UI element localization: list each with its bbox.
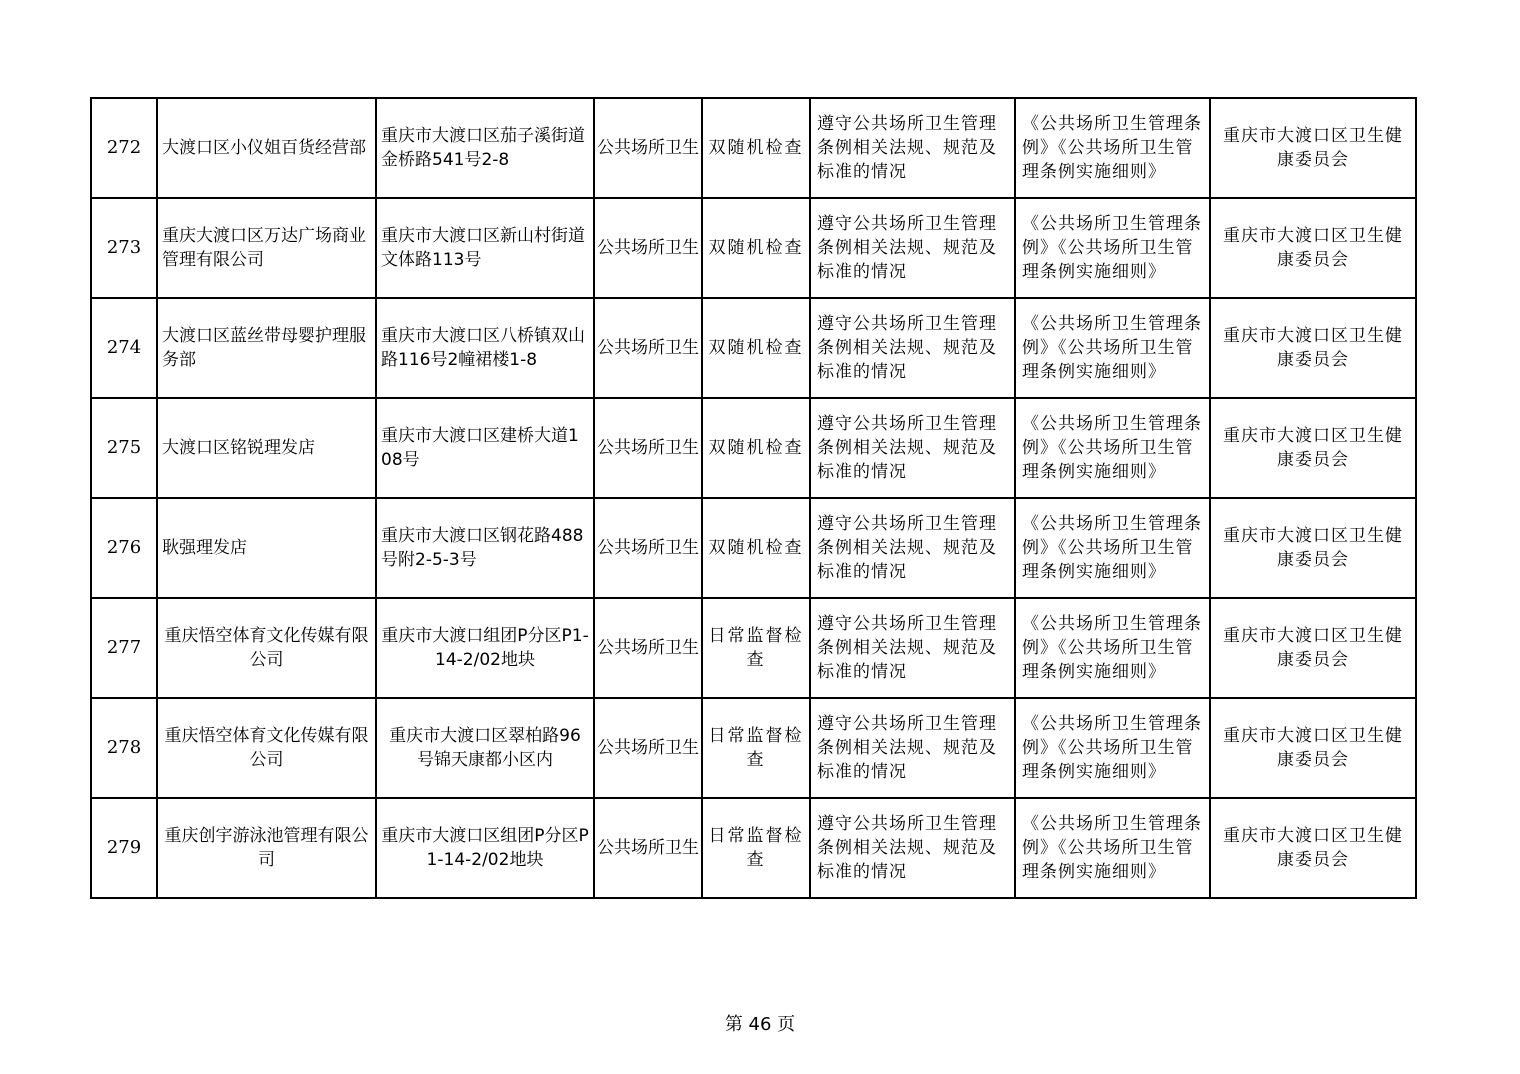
row-content: 遵守公共场所卫生管理条例相关法规、规范及标准的情况 xyxy=(810,598,1015,698)
row-seq: 274 xyxy=(91,298,157,398)
row-address: 重庆市大渡口区建桥大道108号 xyxy=(376,398,594,498)
table-row xyxy=(91,798,1416,898)
row-address: 重庆市大渡口组团P分区P1-14-2/02地块 xyxy=(376,598,594,698)
row-address: 重庆市大渡口区茄子溪街道金桥路541号2-8 xyxy=(376,98,594,198)
row-basis: 《公共场所卫生管理条例》《公共场所卫生管理条例实施细则》 xyxy=(1015,398,1210,498)
table-row xyxy=(91,98,1416,198)
row-method: 双随机检查 xyxy=(702,298,810,398)
row-method: 双随机检查 xyxy=(702,98,810,198)
row-method: 双随机检查 xyxy=(702,498,810,598)
row-method: 双随机检查 xyxy=(702,198,810,298)
row-seq: 273 xyxy=(91,198,157,298)
row-department: 重庆市大渡口区卫生健康委员会 xyxy=(1210,498,1416,598)
table-row xyxy=(91,398,1416,498)
row-basis: 《公共场所卫生管理条例》《公共场所卫生管理条例实施细则》 xyxy=(1015,498,1210,598)
row-entity-name: 重庆悟空体育文化传媒有限公司 xyxy=(157,698,376,798)
row-entity-name: 大渡口区蓝丝带母婴护理服务部 xyxy=(157,298,376,398)
row-seq: 278 xyxy=(91,698,157,798)
row-department: 重庆市大渡口区卫生健康委员会 xyxy=(1210,798,1416,898)
row-category: 公共场所卫生 xyxy=(594,298,702,398)
row-method: 日常监督检查 xyxy=(702,798,810,898)
row-address: 重庆市大渡口区翠柏路96号锦天康都小区内 xyxy=(376,698,594,798)
row-basis: 《公共场所卫生管理条例》《公共场所卫生管理条例实施细则》 xyxy=(1015,598,1210,698)
row-basis: 《公共场所卫生管理条例》《公共场所卫生管理条例实施细则》 xyxy=(1015,798,1210,898)
row-content: 遵守公共场所卫生管理条例相关法规、规范及标准的情况 xyxy=(810,298,1015,398)
row-method: 双随机检查 xyxy=(702,398,810,498)
row-seq: 276 xyxy=(91,498,157,598)
row-basis: 《公共场所卫生管理条例》《公共场所卫生管理条例实施细则》 xyxy=(1015,298,1210,398)
row-content: 遵守公共场所卫生管理条例相关法规、规范及标准的情况 xyxy=(810,398,1015,498)
inspection-table xyxy=(90,97,1417,899)
row-seq: 272 xyxy=(91,98,157,198)
row-content: 遵守公共场所卫生管理条例相关法规、规范及标准的情况 xyxy=(810,798,1015,898)
row-category: 公共场所卫生 xyxy=(594,698,702,798)
row-address: 重庆市大渡口区组团P分区P1-14-2/02地块 xyxy=(376,798,594,898)
row-address: 重庆市大渡口区八桥镇双山路116号2幢裙楼1-8 xyxy=(376,298,594,398)
row-entity-name: 大渡口区小仪姐百货经营部 xyxy=(157,98,376,198)
row-content: 遵守公共场所卫生管理条例相关法规、规范及标准的情况 xyxy=(810,698,1015,798)
table-row xyxy=(91,598,1416,698)
row-entity-name: 重庆大渡口区万达广场商业管理有限公司 xyxy=(157,198,376,298)
row-category: 公共场所卫生 xyxy=(594,798,702,898)
row-basis: 《公共场所卫生管理条例》《公共场所卫生管理条例实施细则》 xyxy=(1015,698,1210,798)
row-category: 公共场所卫生 xyxy=(594,198,702,298)
row-basis: 《公共场所卫生管理条例》《公共场所卫生管理条例实施细则》 xyxy=(1015,198,1210,298)
row-entity-name: 耿强理发店 xyxy=(157,498,376,598)
row-address: 重庆市大渡口区新山村街道文体路113号 xyxy=(376,198,594,298)
row-department: 重庆市大渡口区卫生健康委员会 xyxy=(1210,198,1416,298)
row-method: 日常监督检查 xyxy=(702,598,810,698)
row-method: 日常监督检查 xyxy=(702,698,810,798)
row-category: 公共场所卫生 xyxy=(594,598,702,698)
row-entity-name: 重庆悟空体育文化传媒有限公司 xyxy=(157,598,376,698)
row-basis: 《公共场所卫生管理条例》《公共场所卫生管理条例实施细则》 xyxy=(1015,98,1210,198)
row-department: 重庆市大渡口区卫生健康委员会 xyxy=(1210,398,1416,498)
row-seq: 275 xyxy=(91,398,157,498)
table-row xyxy=(91,498,1416,598)
row-address: 重庆市大渡口区钢花路488号附2-5-3号 xyxy=(376,498,594,598)
row-department: 重庆市大渡口区卫生健康委员会 xyxy=(1210,98,1416,198)
row-category: 公共场所卫生 xyxy=(594,498,702,598)
row-category: 公共场所卫生 xyxy=(594,98,702,198)
row-department: 重庆市大渡口区卫生健康委员会 xyxy=(1210,698,1416,798)
row-entity-name: 大渡口区铭锐理发店 xyxy=(157,398,376,498)
page-number: 第 46 页 xyxy=(724,1014,796,1035)
row-content: 遵守公共场所卫生管理条例相关法规、规范及标准的情况 xyxy=(810,98,1015,198)
row-category: 公共场所卫生 xyxy=(594,398,702,498)
row-department: 重庆市大渡口区卫生健康委员会 xyxy=(1210,298,1416,398)
row-entity-name: 重庆创宇游泳池管理有限公司 xyxy=(157,798,376,898)
table-row xyxy=(91,698,1416,798)
row-department: 重庆市大渡口区卫生健康委员会 xyxy=(1210,598,1416,698)
table-row xyxy=(91,298,1416,398)
row-content: 遵守公共场所卫生管理条例相关法规、规范及标准的情况 xyxy=(810,498,1015,598)
row-seq: 279 xyxy=(91,798,157,898)
row-seq: 277 xyxy=(91,598,157,698)
row-content: 遵守公共场所卫生管理条例相关法规、规范及标准的情况 xyxy=(810,198,1015,298)
table-row xyxy=(91,198,1416,298)
